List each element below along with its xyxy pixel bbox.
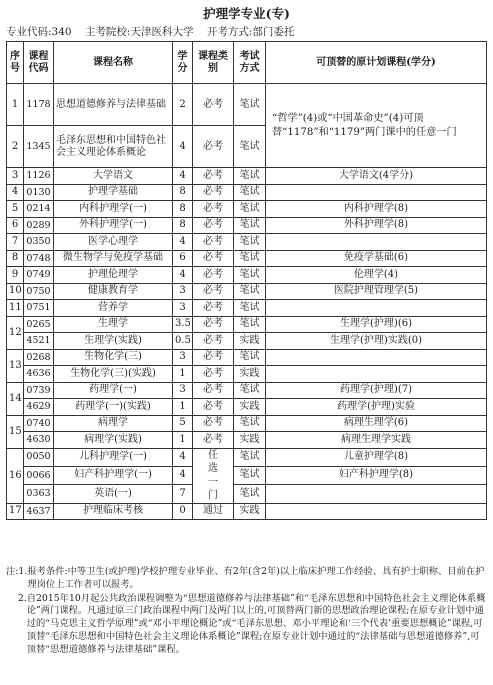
elective-char: 任 [208, 449, 218, 461]
cell-code: 4637 [24, 503, 54, 520]
cell-code: 0214 [24, 201, 54, 218]
table-row [7, 267, 487, 284]
cell-type: 必考 [193, 283, 234, 300]
cell-exam: 笔试 [234, 184, 266, 201]
cell-exam: 笔试 [234, 201, 266, 218]
cell-name: 儿科护理学(一) [54, 448, 173, 466]
table-row [7, 485, 487, 503]
cell-credit: 3 [173, 283, 193, 300]
cell-credit: 4 [173, 466, 193, 484]
cell-credit: 5 [173, 415, 193, 432]
cell-type: 通过 [193, 503, 234, 520]
cell-type: 必考 [193, 415, 234, 432]
cell-code: 0740 [24, 415, 54, 432]
cell-replace: 医院护理管理学(5) [266, 283, 487, 300]
cell-name: 药理学(一) [54, 382, 173, 399]
cell-seq: 10 [7, 283, 24, 300]
cell-type: 必考 [193, 168, 234, 185]
cell-credit: 0 [173, 503, 193, 520]
table-row [7, 283, 487, 300]
elective-char: 门 [208, 490, 218, 501]
cell-code: 0050 [24, 448, 54, 466]
cell-replace [266, 485, 487, 503]
cell-replace: 病理生理学(6) [266, 415, 487, 432]
cell-seq: 11 [7, 300, 24, 317]
cell-type: 必考 [193, 267, 234, 284]
table-row [7, 234, 487, 251]
cell-credit: 3 [173, 382, 193, 399]
cell-code: 0748 [24, 250, 54, 267]
elective-group-cell [193, 448, 234, 503]
table-row [7, 316, 487, 333]
cell-name: 生理学(实践) [54, 333, 173, 350]
note-text: 自2015年10月起公共政治课程调整为“思想道德修养与法律基础”和“毛泽东思想和中国特色社会主义理论体系概论”两门课程。凡通过原三门政治课程中两门及两门以上的,可顶替两门新的思想政治理论课程;在原专业计划中通过的“马克思主义哲学原理”或“邓小平理论概论”或“毛泽东思想、邓小平理论和‘三个代表’重要思想概论”课程,可顶替“毛泽东思想和中国特色社会主义理论体系概论”课程;在原专业计划中通过的“法律基础与思想道德修养”,可顶替“思想道德修养与法律基础”课程。 [26, 592, 486, 655]
header-name: 课程名称 [54, 42, 173, 84]
notes [6, 566, 488, 658]
cell-type: 必考 [193, 84, 234, 126]
header-type: 课程类别 [193, 42, 234, 84]
cell-exam: 笔试 [234, 415, 266, 432]
cell-seq: 6 [7, 217, 24, 234]
cell-credit: 3 [173, 300, 193, 317]
cell-credit: 1 [173, 432, 193, 449]
table-row [7, 349, 487, 366]
cell-exam: 实践 [234, 333, 266, 350]
cell-type: 必考 [193, 184, 234, 201]
cell-credit: 8 [173, 217, 193, 234]
cell-exam: 笔试 [234, 267, 266, 284]
table-row [7, 84, 487, 126]
cell-name: 医学心理学 [54, 234, 173, 251]
cell-credit: 7 [173, 485, 193, 503]
cell-exam: 笔试 [234, 250, 266, 267]
cell-code: 0289 [24, 217, 54, 234]
cell-type: 必考 [193, 217, 234, 234]
cell-replace: 免疫学基础(6) [266, 250, 487, 267]
cell-replace-merged: “哲学”(4)或“中国革命史”(4)可顶替“1178”和“1179”两门课中的任意一门 [266, 84, 487, 168]
cell-code: 0751 [24, 300, 54, 317]
note-item [6, 593, 488, 657]
cell-exam: 笔试 [234, 283, 266, 300]
table-row [7, 415, 487, 432]
cell-exam: 笔试 [234, 349, 266, 366]
cell-type: 必考 [193, 349, 234, 366]
cell-code: 0130 [24, 184, 54, 201]
cell-credit: 1 [173, 399, 193, 416]
cell-seq: 16 [7, 448, 24, 503]
cell-name: 护理学基础 [54, 184, 173, 201]
cell-name: 护理伦理学 [54, 267, 173, 284]
cell-replace: 妇产科护理学(8) [266, 466, 487, 484]
cell-name: 大学语文 [54, 168, 173, 185]
cell-type: 必考 [193, 126, 234, 168]
cell-code: 1345 [24, 126, 54, 168]
cell-code: 1126 [24, 168, 54, 185]
cell-exam: 笔试 [234, 126, 266, 168]
cell-type: 必考 [193, 250, 234, 267]
cell-credit: 8 [173, 184, 193, 201]
table-row [7, 366, 487, 383]
major-code: 专业代码:340 [6, 26, 72, 38]
cell-seq: 17 [7, 503, 24, 520]
cell-name: 微生物学与免疫学基础 [54, 250, 173, 267]
table-row [7, 217, 487, 234]
cell-seq: 8 [7, 250, 24, 267]
exam-method: 开考方式:部门委托 [206, 26, 295, 38]
cell-name: 毛泽东思想和中国特色社会主义理论体系概论 [54, 126, 173, 168]
cell-seq: 13 [7, 349, 24, 382]
cell-seq: 14 [7, 382, 24, 415]
cell-exam: 笔试 [234, 316, 266, 333]
cell-credit: 0.5 [173, 333, 193, 350]
cell-exam: 笔试 [234, 485, 266, 503]
note-item [6, 566, 488, 592]
cell-credit: 8 [173, 201, 193, 218]
page-title: 护理学专业(专) [203, 6, 290, 21]
table-row [7, 250, 487, 267]
cell-code: 4630 [24, 432, 54, 449]
cell-type: 必考 [193, 333, 234, 350]
cell-code: 1178 [24, 84, 54, 126]
cell-name: 内科护理学(一) [54, 201, 173, 218]
cell-exam: 实践 [234, 366, 266, 383]
cell-code: 0350 [24, 234, 54, 251]
table-row [7, 448, 487, 466]
cell-code: 4636 [24, 366, 54, 383]
cell-credit: 4 [173, 168, 193, 185]
cell-credit: 4 [173, 126, 193, 168]
table-header-row [7, 42, 487, 84]
table-row [7, 333, 487, 350]
major-info [6, 24, 304, 39]
cell-credit: 6 [173, 250, 193, 267]
note-prefix: 2. [6, 592, 27, 604]
cell-replace: 生理学(护理)(6) [266, 316, 487, 333]
cell-credit: 4 [173, 448, 193, 466]
cell-exam: 实践 [234, 432, 266, 449]
cell-seq: 1 [7, 84, 24, 126]
header-code: 课程代码 [24, 42, 54, 84]
course-table [6, 41, 487, 520]
cell-exam: 笔试 [234, 217, 266, 234]
table-row [7, 184, 487, 201]
note-text: 报考条件:中等卫生(或护理)学校护理专业毕业、有2年(含2年)以上临床护理工作经验、具有护士职称、目前在护理岗位上工作者可以报考。 [27, 566, 485, 590]
cell-replace [266, 503, 487, 520]
header-seq: 序号 [7, 42, 24, 84]
cell-type: 必考 [193, 316, 234, 333]
cell-code: 4521 [24, 333, 54, 350]
cell-credit: 4 [173, 234, 193, 251]
cell-name: 外科护理学(一) [54, 217, 173, 234]
elective-char: 选 [208, 463, 218, 474]
cell-code: 0265 [24, 316, 54, 333]
cell-replace [266, 349, 487, 366]
cell-replace [266, 234, 487, 251]
table-row [7, 382, 487, 399]
cell-seq: 7 [7, 234, 24, 251]
cell-code: 4629 [24, 399, 54, 416]
cell-name: 生理学 [54, 316, 173, 333]
cell-name: 营养学 [54, 300, 173, 317]
cell-type: 必考 [193, 201, 234, 218]
cell-replace: 儿童护理学(8) [266, 448, 487, 466]
cell-type: 必考 [193, 300, 234, 317]
table-row [7, 300, 487, 317]
cell-exam: 实践 [234, 399, 266, 416]
cell-name: 健康教育学 [54, 283, 173, 300]
table-row [7, 201, 487, 218]
header-replace: 可顶替的原计划课程(学分) [266, 42, 487, 84]
cell-name: 病理学(实践) [54, 432, 173, 449]
cell-exam: 笔试 [234, 466, 266, 484]
table-row [7, 466, 487, 484]
cell-exam: 笔试 [234, 382, 266, 399]
cell-seq: 3 [7, 168, 24, 185]
cell-type: 必考 [193, 432, 234, 449]
cell-type: 必考 [193, 382, 234, 399]
cell-type: 必考 [193, 234, 234, 251]
cell-replace: 外科护理学(8) [266, 217, 487, 234]
table-row [7, 432, 487, 449]
elective-char: 一 [208, 476, 218, 488]
cell-credit: 3 [173, 349, 193, 366]
cell-replace [266, 300, 487, 317]
cell-code: 0363 [24, 485, 54, 503]
header-credit: 学分 [173, 42, 193, 84]
cell-code: 0066 [24, 466, 54, 484]
cell-seq: 15 [7, 415, 24, 448]
cell-seq: 12 [7, 316, 24, 349]
cell-type: 必考 [193, 366, 234, 383]
cell-replace: 伦理学(4) [266, 267, 487, 284]
cell-exam: 笔试 [234, 168, 266, 185]
cell-name: 药理学(一)(实践) [54, 399, 173, 416]
table-row [7, 399, 487, 416]
cell-name: 英语(一) [54, 485, 173, 503]
cell-replace: 药理学(护理)(7) [266, 382, 487, 399]
cell-replace [266, 366, 487, 383]
cell-name: 生物化学(三) [54, 349, 173, 366]
cell-credit: 3.5 [173, 316, 193, 333]
cell-seq: 5 [7, 201, 24, 218]
cell-replace: 生理学(护理)实践(0) [266, 333, 487, 350]
cell-code: 0749 [24, 267, 54, 284]
cell-credit: 2 [173, 84, 193, 126]
header-exam: 考试方式 [234, 42, 266, 84]
table-row [7, 503, 487, 520]
cell-seq: 9 [7, 267, 24, 284]
note-prefix: 注:1. [6, 566, 28, 577]
cell-seq: 2 [7, 126, 24, 168]
cell-code: 0739 [24, 382, 54, 399]
cell-replace: 药理学(护理)实验 [266, 399, 487, 416]
cell-replace: 病理生理学实践 [266, 432, 487, 449]
table-row [7, 168, 487, 185]
cell-exam: 笔试 [234, 234, 266, 251]
cell-exam: 笔试 [234, 300, 266, 317]
cell-credit: 4 [173, 267, 193, 284]
cell-replace: 大学语文(4学分) [266, 168, 487, 185]
cell-replace: 内科护理学(8) [266, 201, 487, 218]
cell-exam: 实践 [234, 503, 266, 520]
cell-code: 0268 [24, 349, 54, 366]
cell-name: 病理学 [54, 415, 173, 432]
cell-name: 护理临床考核 [54, 503, 173, 520]
cell-exam: 笔试 [234, 448, 266, 466]
cell-name: 生物化学(三)(实践) [54, 366, 173, 383]
cell-code: 0750 [24, 283, 54, 300]
cell-credit: 1 [173, 366, 193, 383]
cell-name: 妇产科护理学(一) [54, 466, 173, 484]
cell-name: 思想道德修养与法律基础 [54, 84, 173, 126]
cell-exam: 笔试 [234, 84, 266, 126]
cell-seq: 4 [7, 184, 24, 201]
exam-school: 主考院校:天津医科大学 [84, 26, 194, 38]
cell-type: 必考 [193, 399, 234, 416]
cell-replace [266, 184, 487, 201]
